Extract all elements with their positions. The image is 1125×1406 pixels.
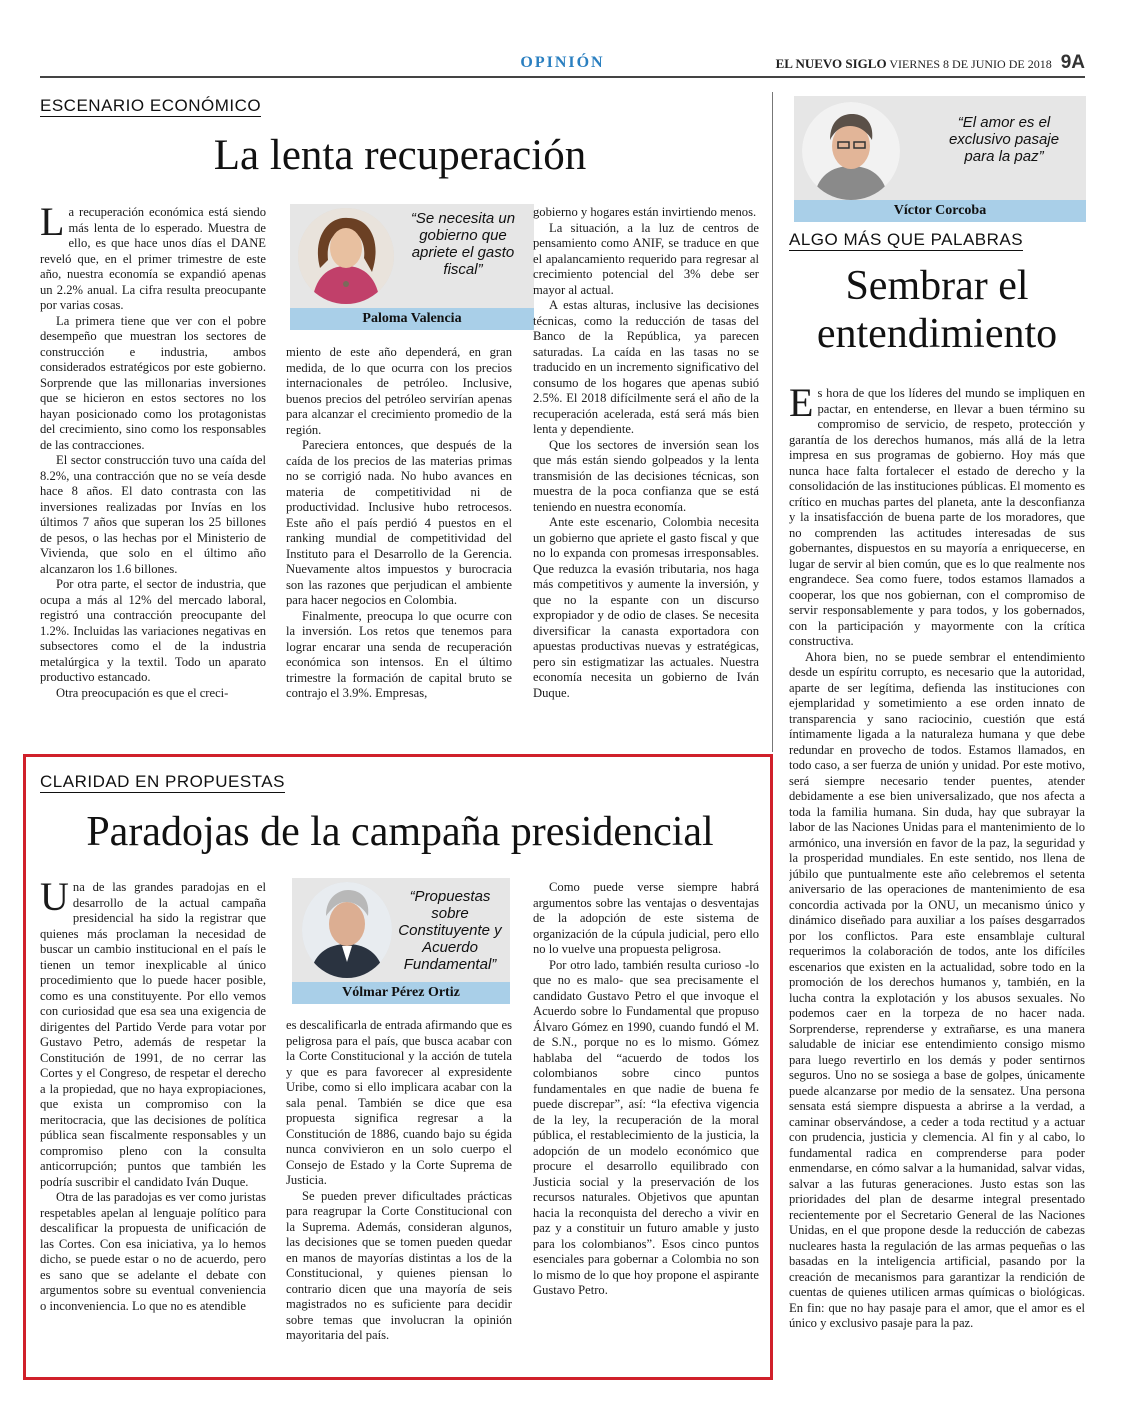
paragraph: na de las grandes paradojas en el desarrollo de la actual campaña presidencial ha sido la registrar que quienes más proclaman la necesidad de buscar un cambio institucional en el país le tienen un temor inexplicable al único procedimiento que lo puede hacer posible, como es una constituyente. Por ello vemos con curiosidad que esa sea una exigencia de dirigentes del Partido Verde para votar por Gustavo Petro, además de respetar la Constitución de 1991, de no cerrar las Cortes y el Congreso, de respetar el derecho a la propiedad, que no haya expropiaciones, que exista un compromiso con la meritocracia, que las decisiones de política pública sean fiscalmente responsables y un compromiso pleno con la consulta anticorrupción; puntos que también les podría suscribir el candidato Iván Duque. (40, 880, 266, 1189)
paragraph: es descalificarla de entrada afirmando que es peligrosa para el país, que busca acabar con la Corte Constitucional y la acción de tutela y que es para favorecer al expresidente Uribe, como si ello implicara acabar con la sala penal. También se dice que esa propuesta significa regresar a la Constitución de 1886, cuando bajo su égida nunca convivieron en un solo cuerpo el Consejo de Estado y la Corte Suprema de Justicia. (286, 1018, 512, 1187)
author-portrait-icon (802, 102, 900, 200)
paragraph: El sector construcción tuvo una caída del 8.2%, una contracción que no se veía desde hace 8 años. El dato contrasta con las inversiones realizadas por Invías en los últimos 7 años que superan los 25 billones de pesos, o las hechas por el Ministerio de Vivienda, que solo en el último año alcanzaron los 1.6 billones. (40, 453, 266, 576)
paragraph: A estas alturas, inclusive las decisiones técnicas, como la reducción de tasas del Banco de la República, ya parecen saturadas. La caída en las tasas no se traducido en un incremento significativo del consumo de los hogares que apenas subió 2.5%. El 2018 difícilmente será el año de la recuperación acelerada, está será más bien lenta y dependiente. (533, 298, 759, 436)
paragraph: Se pueden prever dificultades prácticas para reagrupar la Corte Constitucional con la Suprema. Además, consideran algunos, las decisiones que se tomen pueden quedar en manos de mayorías distintas a los de la Constitucional, y quienes piensan lo contrario dicen que una mayoría de seis magistrados no es suficiente para decidir sobre temas que involucran la opinión mayoritaria del país. (286, 1188, 512, 1342)
paragraph: gobierno y hogares están invirtiendo menos. (533, 205, 757, 219)
article1-column-3 (533, 205, 759, 720)
author-name: Paloma Valencia (290, 308, 534, 330)
header-rule (40, 76, 1085, 78)
paragraph: La primera tiene que ver con el pobre desempeño que muestran los sectores de construcción e industria, ambos considerados estratégicos por este gobierno. Sorprende que las millonarias inversiones que se hicieron en estos sectores no los hayan posicionado como los protagonistas del crecimiento, sino como los responsables de las contracciones. (40, 313, 266, 452)
paragraph: Por otro lado, también resulta curioso -lo que no es malo- que sea precisamente el candidato Gustavo Petro el que invoque el Acuerdo sobre lo Fundamental que propuso Álvaro Gómez en 1990, cuando fundó el M. de S.N., porque no es lo mismo. Gómez hablaba del “acuerdo de todos los colombianos sobre cinco puntos fundamentales en que nadie de buena fe puede discrepar”, así: “la efectiva vigencia de la ley, la recuperación de la moral pública, el restablecimiento de la justicia, la adopción de un modelo económico que procure el desarrollo equilibrado con Justicia social y la preservación de los recursos naturales. Objetivos que apuntan hacia la reconquista del derecho a vivir en paz y a constituir un futuro amable y justo para los colombianos”. Esos cinco puntos esenciales para gobernar a Colombia no son lo mismo de lo que hoy propone el aspirante Gustavo Petro. (533, 957, 759, 1297)
page-number: 9A (1060, 52, 1085, 73)
paragraph: a recuperación económica está siendo más lenta de lo esperado. Muestra de ello, es que hace unos días el DANE reveló que, en el primer trimestre de este año, nuestra economía se expandió apenas un 2.2% anual. La cifra resulta preocupante por varias cosas. (40, 205, 266, 312)
paragraph: Ahora bien, no se puede sembrar el entendimiento desde un espíritu corrupto, es necesario que la autoridad, aparte de ser legítima, defienda las instituciones con ejemplaridad y sometimiento a ese orden innato de transparencia y sano raciocinio, cuestión que está íntimamente ligada a la naturaleza humana y que debe redundar en provecho de todos. Estamos llamados, en todo caso, a ser fuerza de unión y unidad. Por este motivo, será siempre necesario tender puentes, atender debidamente a ese bien universalizado, que nos afecta a toda la familia humana. Sin duda, hay que subrayar la labor de las Naciones Unidas para el mantenimiento de lo armónico, una inversión en favor de la paz, la seguridad y la prosperidad mundiales. En este sentido, nos llena de júbilo que puntualmente este año celebremos el setenta aniversario de las operaciones de mantenimiento de esa concordia activada por la ONU, un mecanismo único y dinámico diseñado para auxiliar a los países desgarrados por los conflictos. Para este ensamblaje cultural requerimos la colaboración de todos, ante los difíciles escenarios que existen en la actualidad, sobre todo en la promoción de los derechos humanos y, también, en la lucha contra la explotación y los abusos sexuales. No podemos caer en la torpeza de no hacer nada. Sorprenderse, reprenderse y extrañarse, es una manera saludable de iniciar ese entendimiento consigo mismo para luego revertirlo en los demás y poder sentirnos seguros. Uno no se sosiega a base de golpes, únicamente puede alcanzarse por medio de la sensatez. Una persona sensata está siempre dispuesta a abrirse a la verdad, a caminar observándose, a ceder a toda rectitud y a actuar con prudencia, justicia y clemencia. Al fin y al cabo, lo fundamental radica en comprenderse para poder enmendarse, en cómo salvar a la humanidad, salvar vidas, salvar a las futuras generaciones. Justo estas son las prioridades del plan de desarme integral presentado recientemente por el Secretario General de las Naciones Unidas, en el que propone desde la reducción de cabezas nucleares hasta la regulación de las armas pequeñas o las basadas en la inteligencia artificial, pasando por la creación de mecanismos para garantizar la rendición de cuentas de quienes utilicen armas químicas o biológicas. En fin: que no hay pasaje para el amor, que el amor es el único y exclusivo pasaje para la paz. (789, 649, 1085, 1330)
paragraph: Otra de las paradojas es ver como juristas respetables apelan al lenguaje político para descalificar la propuesta de unificación de las Cortes. Con esa iniciativa, ya lo hemos dicho, se puede estar o no de acuerdo, pero es sano que se adelante el debate con argumentos sobre su eventual conveniencia o inconveniencia. Lo que no es atendible (40, 1190, 266, 1313)
article1-column-2 (286, 345, 512, 720)
article3-title-line-2: entendimiento (816, 311, 1058, 357)
article1-column-1 (40, 205, 266, 720)
paragraph: Otra preocupación es que el creci- (56, 685, 229, 700)
author-photo (802, 102, 900, 200)
article1-rubric: ESCENARIO ECONÓMICO (40, 96, 262, 115)
article1-title: La lenta recuperación (213, 132, 587, 179)
article2-author-box (292, 878, 510, 1004)
masthead (776, 52, 1085, 74)
author-photo (298, 208, 394, 304)
paragraph: Finalmente, preocupa lo que ocurre con la inversión. Los retos que tenemos para lograr encarar una senda de recuperación económica son intensos. En el último trimestre la formación de capital bruto se contrajo el 3.9%. Empresas, (286, 608, 512, 700)
paragraph: La situación, a la luz de centros de pensamiento como ANIF, se traduce en que el apalancamiento requerido para regresar al crecimiento potencial del 3% debe ser mayor al actual. (533, 220, 759, 297)
author-portrait-icon (302, 882, 392, 978)
issue-date: VIERNES 8 DE JUNIO DE 2018 (889, 57, 1052, 71)
author-quote: “Propuestas sobre Constituyente y Acuerdo Fundamental” (398, 888, 502, 973)
paragraph: Pareciera entonces, que después de la caída de los precios de las materias primas no se corrigió nada. No hubo avances en materia de competitividad ni de productividad. Inclusive hubo retrocesos. Este año el país perdió 4 puestos en el ranking mundial de competitividad del Instituto para el Desarrollo de la Gerencia. Nuevamente altos impuestos y burocracia son las razones que perjudican el ambiente para hacer negocios en Colombia. (286, 438, 512, 607)
article3-title (790, 262, 1084, 358)
column-divider (772, 92, 773, 752)
article1-dropcap: L (40, 205, 65, 244)
article2-title: Paradojas de la campaña presidencial (86, 809, 714, 855)
paragraph: Como puede verse siempre habrá argumentos sobre las ventajas o desventajas de la adopción de este sistema de organización de la cúpula judicial, pero ello no lo vuelve una propuesta peligrosa. (533, 880, 759, 956)
author-quote: “Se necesita un gobierno que apriete el gasto fiscal” (410, 210, 516, 278)
article3-rubric: ALGO MÁS QUE PALABRAS (789, 230, 1024, 249)
section-label: OPINIÓN (520, 54, 605, 71)
article2-column-2 (286, 1018, 512, 1353)
author-name: Víctor Corcoba (794, 200, 1086, 222)
paragraph: s hora de que los líderes del mundo se impliquen en pactar, en entenderse, en llevar a buen término su compromiso de servicio, de respeto, protección y garantía de los derechos humanos, más allá de la letra impresa en sus programas de gobierno. Hoy más que nunca hace falta fortalecer el estado de derecho y la consolidación de las instituciones públicas. El momento es crítico en muchas partes del planeta, ante la desconfianza y la insatisfacción de buena parte de los moradores, que no comprenden las actitudes interesadas de sus gobernantes, dispuestos en su mayoría a enriquecerse, en lugar de servir al bien común, que es lo que realmente nos engrandece. Sea como fuere, todos estamos llamados a cooperar, los que nos gobiernan, con el compromiso de servir responsablemente y para todos, y los gobernados, con la participación y mayormente con la crítica constructiva. (789, 386, 1085, 648)
author-photo (302, 882, 392, 978)
paper-name: EL NUEVO SIGLO (775, 56, 887, 71)
paragraph: Que los sectores de inversión sean los que más están siendo golpeados y la lenta transmisión de las decisiones técnicas, son muestra de la poca confianza que se está teniendo en nuestra economía. (533, 437, 759, 514)
author-name: Vólmar Pérez Ortiz (292, 982, 510, 1004)
article3-author-box (794, 96, 1086, 222)
paragraph: Ante este escenario, Colombia necesita un gobierno que apriete el gasto fiscal y que no lo expanda con promesas irresponsables. Que reduzca la evasión tributaria, nos haga más competitivos y aumente la inversión, y que no la espante con un discurso expropiador y de odio de clases. Se necesita diversificar la canasta exportadora con apuestas productivas nuevas y estratégicas, pero sin estigmatizar las actuales. Nuestra economía necesita un gobierno de Iván Duque. (533, 515, 759, 700)
author-quote: “El amor es el exclusivo pasaje para la paz” (948, 114, 1060, 165)
article2-dropcap: U (40, 880, 69, 919)
article3-title-line-1: Sembrar el (845, 263, 1029, 309)
paragraph: Por otra parte, el sector de industria, que ocupa a más al 12% del mercado laboral, registró una contracción preocupante del 1.2%. Incluidas las variaciones negativas en subsectores como el de la industria metalúrgica y la textil. Todo un aparato productivo estancado. (40, 577, 266, 684)
paragraph: miento de este año dependerá, en gran medida, de lo que ocurra con los precios internacionales de petróleo. Inclusive, buenos precios del petróleo servirían apenas para alcanzar el crecimiento promedio de la región. (286, 345, 512, 437)
article2-column-3 (533, 880, 759, 1353)
article2-rubric: CLARIDAD EN PROPUESTAS (40, 772, 285, 791)
author-portrait-icon (298, 208, 394, 304)
article1-author-box (290, 204, 534, 330)
article3-body (789, 386, 1085, 1356)
article2-column-1 (40, 880, 266, 1350)
article3-dropcap: E (789, 386, 814, 425)
